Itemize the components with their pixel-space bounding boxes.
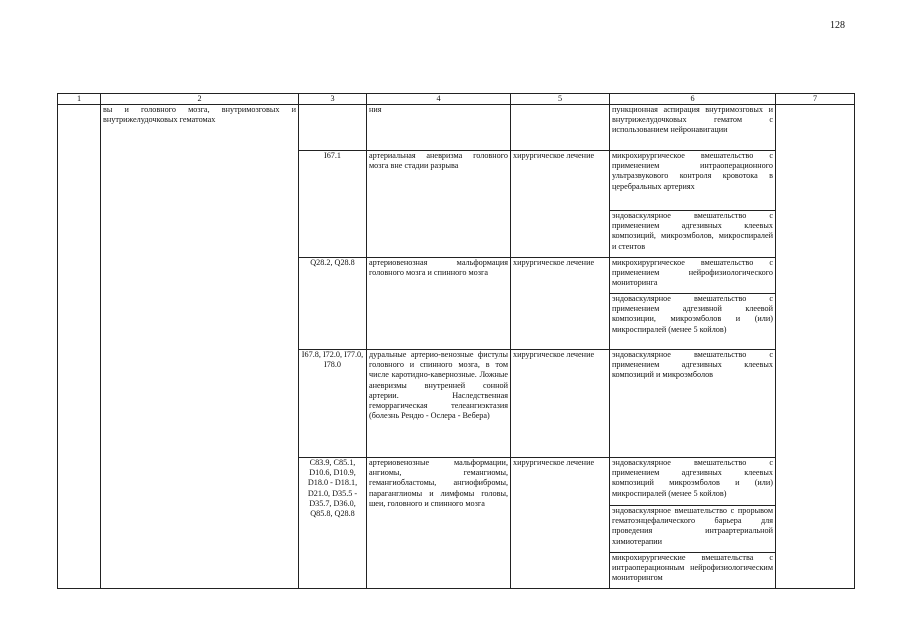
table-row <box>58 105 855 151</box>
column-number: 6 <box>610 94 776 105</box>
codes-cell: I67.1 <box>299 151 367 258</box>
diagnosis-group-text: вы и головного мозга, внутримозговых и внутрижелудочковых гематомах <box>103 105 296 125</box>
treatment-type-cell: хирургическое лечение <box>511 350 610 458</box>
method-cell: эндоваскулярное вмешательство с применением адгезивной клеевой композиции, микроэмболов и (или) микроспиралей (менее 5 койлов) <box>610 294 776 350</box>
method-cell: микрохирургическое вмешательство с применением интраоперационного ультразвукового контроля кровотока в церебральных артериях <box>610 151 776 211</box>
treatment-table <box>57 93 855 589</box>
column-number: 1 <box>58 94 101 105</box>
model-cell: дуральные артерио-венозные фистулы головного и спинного мозга, в том числе каротидно-кавернозные. Ложные аневризмы внутренней сонной артерии. Наследственная геморрагическая телеангиэктазия (болезнь Рендю - Ослера - Вебера) <box>367 350 511 458</box>
method-cell: эндоваскулярное вмешательство с прорывом гематоэнцефалического барьера для проведения интраартериальной химиотерапии <box>610 506 776 553</box>
model-cell: артериовенозная мальформация головного мозга и спинного мозга <box>367 258 511 350</box>
method-cell: эндоваскулярное вмешательство с применением адгезивных клеевых композиций и микроэмболов <box>610 350 776 458</box>
codes-cell <box>299 105 367 151</box>
column-number: 7 <box>776 94 855 105</box>
column-number: 3 <box>299 94 367 105</box>
model-cell: артериальная аневризма головного мозга вне стадии разрыва <box>367 151 511 258</box>
column-number: 4 <box>367 94 511 105</box>
col2-cell <box>101 105 299 589</box>
method-cell: микрохирургическое вмешательство с применением нейрофизиологического мониторинга <box>610 258 776 294</box>
treatment-type-cell: хирургическое лечение <box>511 151 610 258</box>
method-cell: эндоваскулярное вмешательство с применением адгезивных клеевых композиций, микроэмболов, микроспиралей и стентов <box>610 211 776 258</box>
model-cell: артериовенозные мальформации, ангиомы, гемангиомы, гемангиобластомы, ангиофибромы, параганглиомы и лимфомы головы, шеи, головного и спинного мозга <box>367 458 511 589</box>
page-number: 128 <box>830 20 845 31</box>
method-cell: эндоваскулярное вмешательство с применением адгезивных клеевых композиций микроэмболов и (или) микроспиралей (менее 5 койлов) <box>610 458 776 506</box>
column-number-row <box>58 94 855 105</box>
method-cell: пункционная аспирация внутримозговых и внутрижелудочковых гематом с использованием нейронавигации <box>610 105 776 151</box>
col1-cell <box>58 105 101 589</box>
column-number: 5 <box>511 94 610 105</box>
codes-cell: Q28.2, Q28.8 <box>299 258 367 350</box>
treatment-type-cell: хирургическое лечение <box>511 258 610 350</box>
col7-cell <box>776 105 855 589</box>
treatment-type-cell: хирургическое лечение <box>511 458 610 589</box>
column-number: 2 <box>101 94 299 105</box>
treatment-type-cell <box>511 105 610 151</box>
method-cell: микрохирургические вмешательства с интраоперационным нейрофизиологическим мониторингом <box>610 553 776 589</box>
codes-cell: C83.9, C85.1, D10.6, D10.9, D18.0 - D18.1, D21.0, D35.5 - D35.7, D36.0, Q85.8, Q28.8 <box>299 458 367 589</box>
model-cell: ния <box>367 105 511 151</box>
codes-cell: I67.8, I72.0, I77.0, I78.0 <box>299 350 367 458</box>
